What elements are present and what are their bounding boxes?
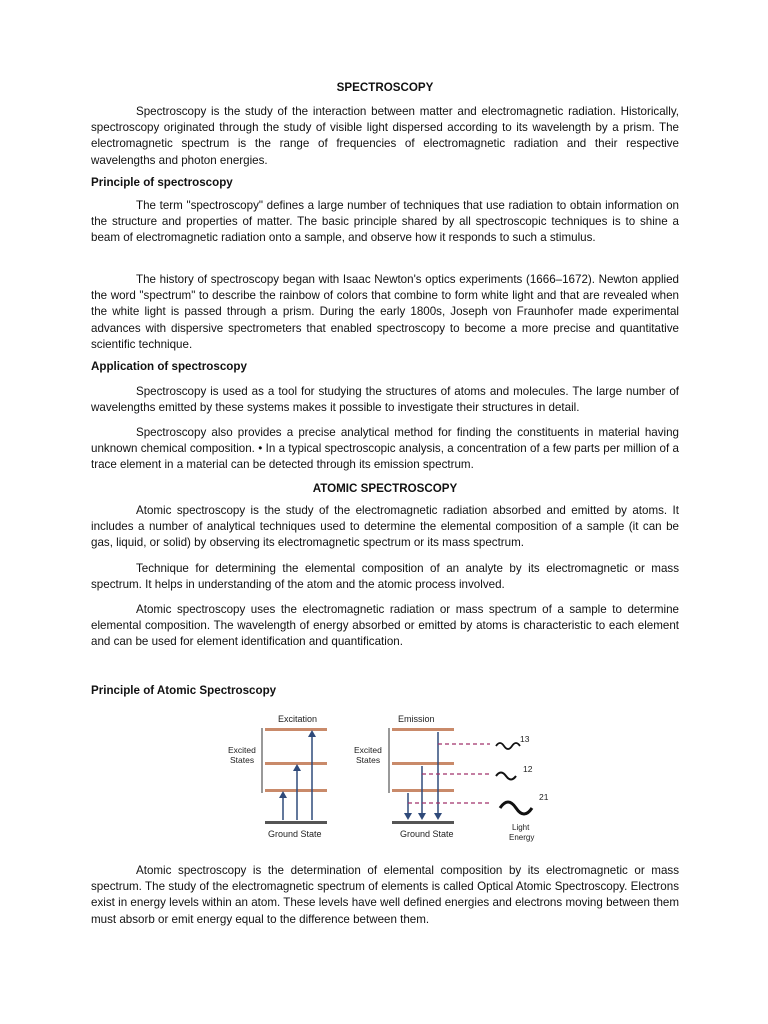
application-p2-block bbox=[91, 425, 679, 474]
excitation-arrowhead-2 bbox=[293, 764, 301, 771]
principle-p2-block bbox=[91, 272, 679, 353]
atomic-p1-block bbox=[91, 503, 679, 552]
title-block bbox=[91, 80, 679, 96]
application-paragraph-2: Spectroscopy also provides a precise analytical method for finding the constituents in material having unknown chemical composition. • In a typical spectroscopic analysis, a concentration of a few parts per million of a trace element in a material can be detected through its emission spectrum. bbox=[91, 426, 679, 472]
excitation-arrowhead-3 bbox=[308, 730, 316, 737]
atomic-p3-block bbox=[91, 602, 679, 651]
emission-level-top bbox=[392, 728, 454, 731]
excitation-level-top bbox=[265, 728, 327, 731]
atomic-principle-paragraph: Atomic spectroscopy is the determination of elemental composition by its electromagnetic or mass spectrum. The study of the electromagnetic spectrum of elements is called Optical Atomic Spectroscopy. Electrons exist in energy levels within an atom. These levels have well defined energies and electrons moving between them must absorb or emit energy equal to the difference between them. bbox=[91, 864, 679, 926]
atomic-principle-heading-block bbox=[91, 683, 679, 699]
principle-paragraph-2: The history of spectroscopy began with Isaac Newton's optics experiments (1666–1672). Newton applied the word "spectrum" to describe the rainbow of colors that combine to form white light and that are revealed when the white light is passed through a prism. During the early 1800s, Joseph von Fraunhofer made experimental advances with dispersive spectrometers that enabled spectroscopy to become a more precise and quantitative scientific technique. bbox=[91, 273, 679, 351]
excitation-level-lower bbox=[265, 789, 327, 792]
excitation-level-middle bbox=[265, 762, 327, 765]
wave-label-13: 13 bbox=[520, 734, 530, 744]
excitation-arrows bbox=[279, 730, 316, 820]
principle-heading: Principle of spectroscopy bbox=[91, 176, 233, 189]
emission-ground-label: Ground State bbox=[400, 829, 454, 839]
wave-label-12: 12 bbox=[523, 764, 533, 774]
wave-label-21: 21 bbox=[539, 792, 549, 802]
emission-excited-label-2: States bbox=[356, 755, 381, 765]
excitation-excited-label-1: Excited bbox=[228, 745, 256, 755]
wave-21-icon bbox=[500, 802, 532, 814]
emission-dashed-leaders bbox=[408, 744, 490, 803]
intro-block bbox=[91, 104, 679, 169]
atomic-title: ATOMIC SPECTROSCOPY bbox=[312, 482, 458, 495]
atomic-p2-block bbox=[91, 561, 679, 593]
emission-arrows bbox=[404, 732, 442, 820]
excitation-emission-diagram bbox=[228, 711, 560, 845]
emission-level-lower bbox=[392, 789, 454, 792]
application-p1-block bbox=[91, 384, 679, 416]
excitation-ground-label: Ground State bbox=[268, 829, 322, 839]
atomic-principle-p1-block bbox=[91, 863, 679, 928]
excitation-label: Excitation bbox=[278, 714, 318, 724]
atomic-title-block bbox=[91, 481, 679, 497]
atomic-paragraph-2: Technique for determining the elemental composition of an analyte by its electromagnetic or mass spectrum. It helps in understanding of the atom and the atomic process involved. bbox=[91, 562, 679, 592]
excitation-ground-level bbox=[265, 821, 327, 824]
excitation-excited-label-2: States bbox=[230, 755, 255, 765]
principle-heading-block bbox=[91, 175, 679, 191]
emission-arrowhead-1 bbox=[404, 813, 412, 820]
emission-ground-level bbox=[392, 821, 454, 824]
document-title: SPECTROSCOPY bbox=[336, 81, 434, 94]
atomic-paragraph-3: Atomic spectroscopy uses the electromagnetic radiation or mass spectrum of a sample to determine elemental composition. The wavelength of energy absorbed or emitted by atoms is characteristic to each element and can be used for element identification and quantification. bbox=[91, 603, 679, 649]
light-energy-label-2: Energy bbox=[509, 833, 535, 842]
atomic-principle-heading: Principle of Atomic Spectroscopy bbox=[91, 684, 277, 697]
light-energy-label-1: Light bbox=[512, 823, 530, 832]
emission-excited-label-1: Excited bbox=[354, 745, 382, 755]
emission-arrowhead-3 bbox=[434, 813, 442, 820]
atomic-paragraph-1: Atomic spectroscopy is the study of the electromagnetic radiation absorbed and emitted by atoms. It includes a number of analytical techniques used to determine the elemental composition of a sample (it can be gas, liquid, or solid) by observing its electromagnetic spectrum or its mass spectrum. bbox=[91, 504, 679, 550]
wave-13-icon bbox=[496, 743, 520, 749]
principle-paragraph-1: The term "spectroscopy" defines a large number of techniques that use radiation to obtain information on the structure and properties of matter. The basic principle shared by all spectroscopic techniques is to shine a beam of electromagnetic radiation onto a sample, and observe how it responds to such a stimulus. bbox=[91, 199, 679, 245]
wave-12-icon bbox=[496, 773, 516, 780]
emission-levels bbox=[392, 728, 454, 824]
principle-p1-block bbox=[91, 198, 679, 247]
application-heading-block bbox=[91, 359, 679, 375]
excitation-arrowhead-1 bbox=[279, 791, 287, 798]
emission-arrowhead-2 bbox=[418, 813, 426, 820]
light-waves bbox=[496, 743, 532, 814]
emission-level-middle bbox=[392, 762, 454, 765]
application-paragraph-1: Spectroscopy is used as a tool for studying the structures of atoms and molecules. The large number of wavelengths emitted by these systems makes it possible to investigate their structures in detail. bbox=[91, 385, 679, 415]
emission-label: Emission bbox=[398, 714, 435, 724]
application-heading: Application of spectroscopy bbox=[91, 360, 247, 373]
excitation-levels bbox=[265, 728, 327, 824]
intro-paragraph: Spectroscopy is the study of the interaction between matter and electromagnetic radiation. Historically, spectroscopy originated through the study of visible light dispersed according to its wavelength by a prism. The electromagnetic spectrum is the range of frequencies of electromagnetic radiation and their respective wavelengths and photon energies. bbox=[91, 105, 679, 167]
